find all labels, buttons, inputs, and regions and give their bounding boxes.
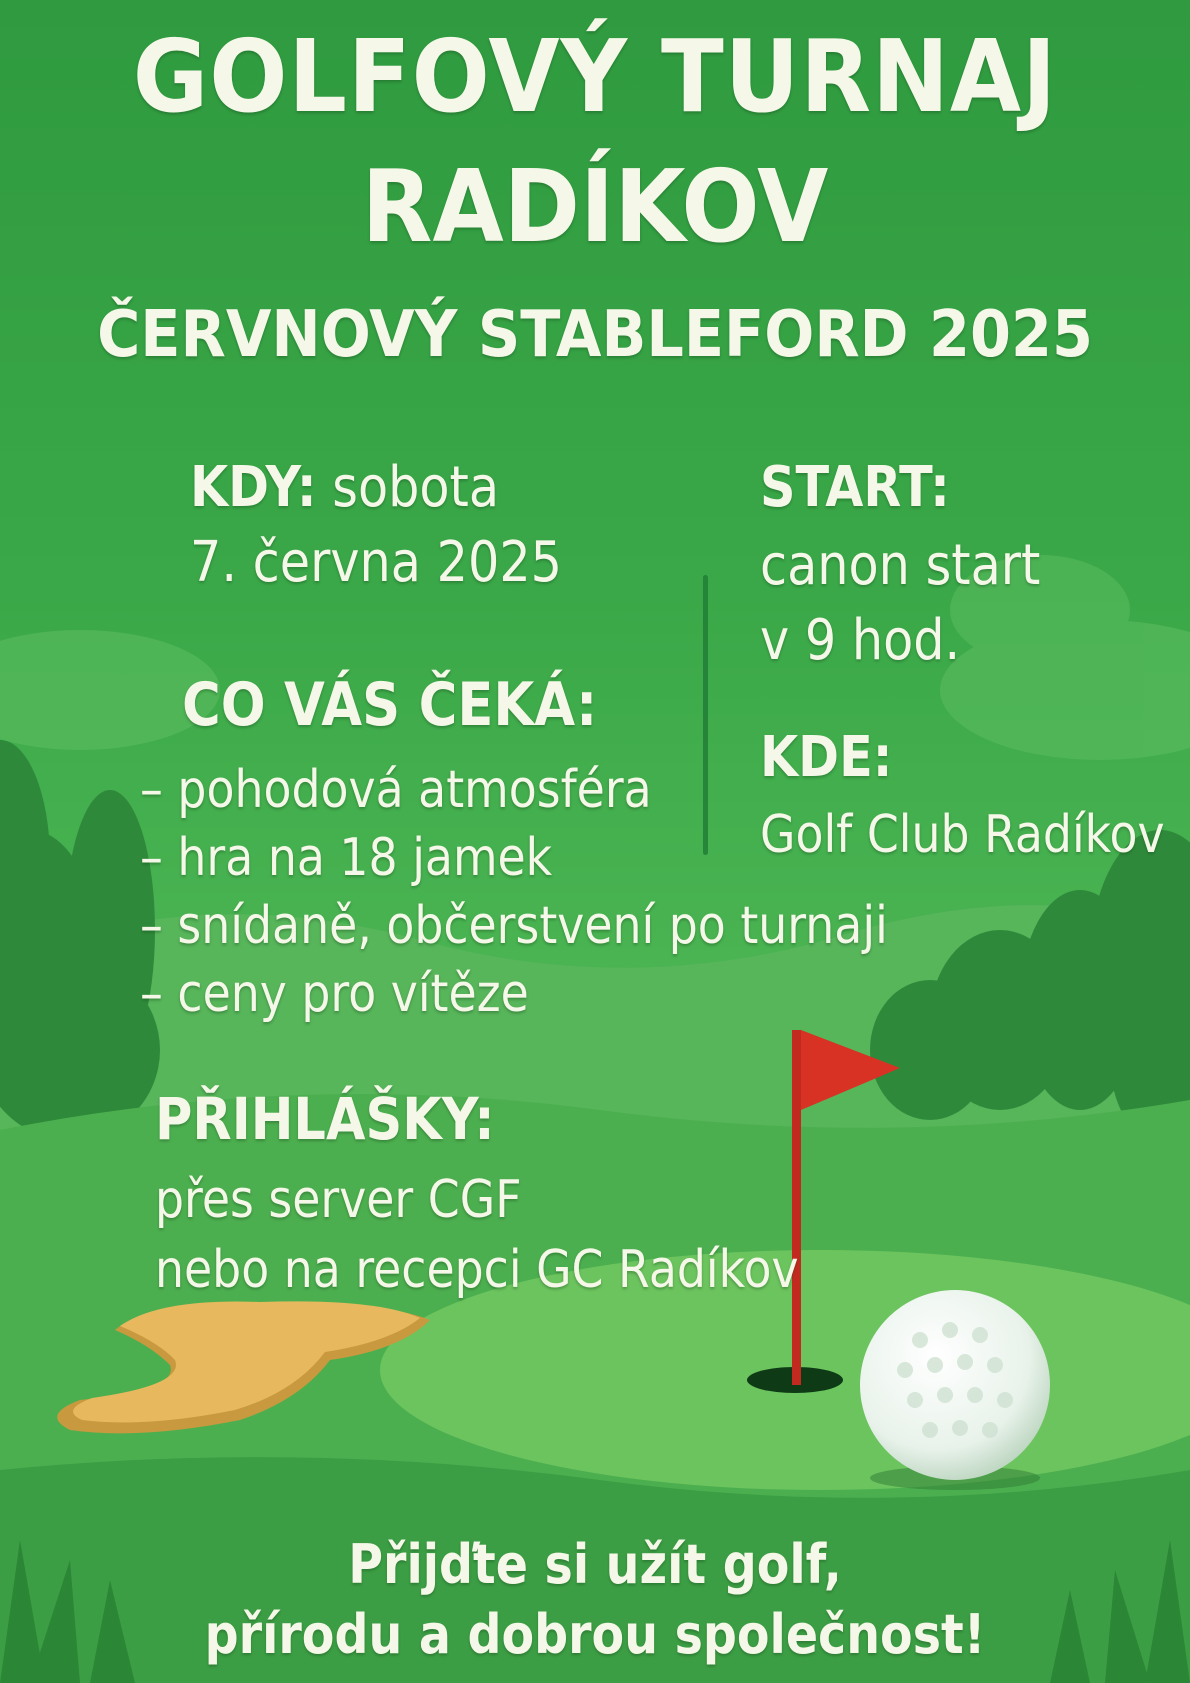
- when-date: 7. června 2025: [190, 530, 563, 595]
- start-line-1: canon start: [760, 533, 1041, 598]
- expect-item: – ceny pro vítěze: [140, 964, 529, 1024]
- title-line-1: GOLFOVÝ TURNAJ: [132, 18, 1058, 135]
- footer-line-1: Přijďte si užít golf,: [348, 1533, 842, 1596]
- where-label: KDE:: [760, 725, 893, 790]
- trees-left: [0, 740, 160, 1140]
- when-label: KDY:: [190, 455, 317, 520]
- registration-line-1: přes server CGF: [155, 1170, 522, 1230]
- when-block: [190, 455, 499, 520]
- expect-label: CO VÁS ČEKÁ:: [182, 670, 598, 740]
- when-day: sobota: [332, 455, 500, 520]
- start-line-2: v 9 hod.: [760, 608, 961, 673]
- title-line-2: RADÍKOV: [361, 148, 829, 265]
- column-divider: [703, 575, 708, 855]
- expect-item: – pohodová atmosféra: [140, 760, 652, 820]
- registration-label: PŘIHLÁŠKY:: [155, 1085, 495, 1153]
- where-value: Golf Club Radíkov: [760, 805, 1165, 865]
- subtitle: ČERVNOVÝ STABLEFORD 2025: [97, 298, 1093, 372]
- registration-line-2: nebo na recepci GC Radíkov: [155, 1240, 799, 1300]
- expect-item: – snídaně, občerstvení po turnaji: [140, 896, 888, 956]
- footer-line-2: přírodu a dobrou společnost!: [204, 1603, 986, 1666]
- start-label: START:: [760, 455, 950, 520]
- expect-item: – hra na 18 jamek: [140, 828, 553, 888]
